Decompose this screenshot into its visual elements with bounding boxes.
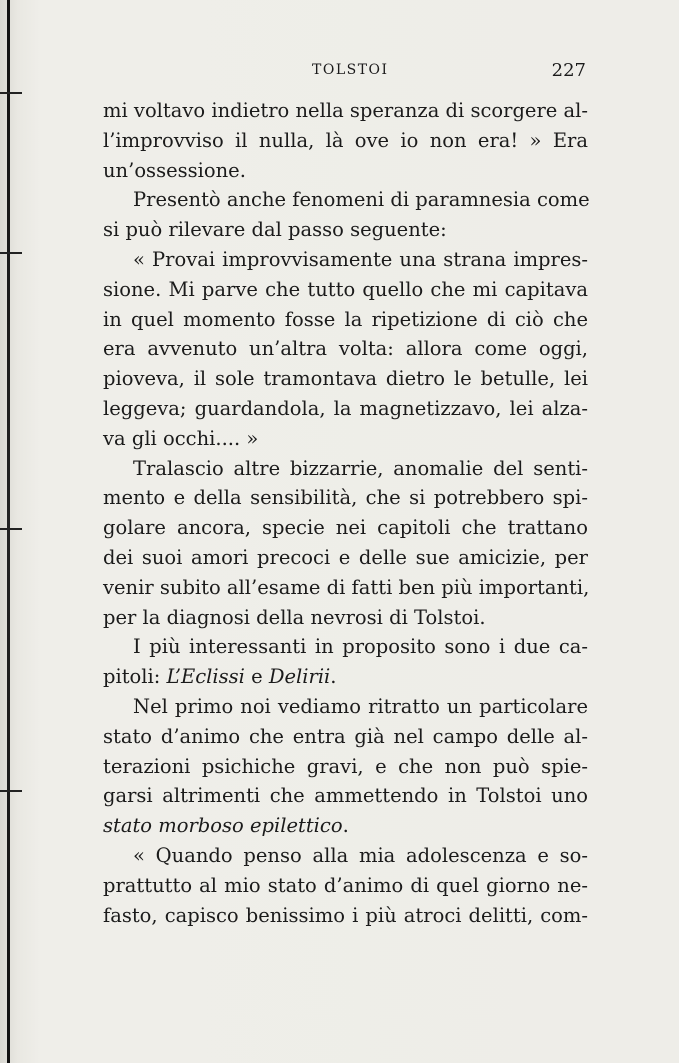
text-line: mi voltavo indietro nella speranza di scorgere al- [103,99,588,122]
text-line: venir subito all’esame di fatti ben più importanti, [103,575,590,599]
text-segment: e [244,665,269,689]
text-line [103,811,588,841]
italic-text: L’Eclissi [166,665,245,689]
running-title: TOLSTOI [312,62,389,78]
text-line: era avvenuto un’altra volta: allora come oggi, [103,337,588,361]
binding-mark [0,790,22,792]
text-line: Tralascio altre bizzarrie, anomalie del senti- [133,456,588,480]
text-line: sione. Mi parve che tutto quello che mi capitava [103,277,588,301]
text-line: Nel primo noi vediamo ritratto un particolare [133,694,588,718]
binding-mark [0,528,22,530]
text-line: in quel momento fosse la ripetizione di ciò che [103,307,588,331]
text-line: garsi altrimenti che ammettendo in Tolstoi uno [103,784,588,808]
text-line: « Provai improvvisamente una strana impres- [133,247,588,271]
text-line: l’improvviso il nulla, là ove io non era! » Era [103,128,588,152]
page-number: 227 [551,60,586,81]
text-segment: . [330,665,337,689]
text-line: per la diagnosi della nevrosi di Tolstoi. [103,605,486,629]
italic-text: Delirii [268,665,331,689]
text-line: « Quando penso alla mia adolescenza e so- [133,843,588,867]
text-line [103,662,588,692]
text-line: un’ossessione. [103,158,246,182]
text-line: fasto, capisco benissimo i più atroci delitti, com- [103,903,588,927]
body-text [103,96,588,930]
page-binding-edge [7,0,10,1063]
text-line: va gli occhi.... » [103,426,259,450]
text-line: stato d’animo che entra già nel campo delle al- [103,724,588,748]
text-line: Presentò anche fenomeni di paramnesia come [133,188,590,212]
text-line: I più interessanti in proposito sono i due ca- [133,635,588,659]
text-line: prattutto al mio stato d’animo di quel giorno ne- [103,873,588,897]
text-line: dei suoi amori precoci e delle sue amicizie, per [103,545,588,569]
text-line: terazioni psichiche gravi, e che non può spie- [103,754,588,778]
text-line: mento e della sensibilità, che si potrebbero spi- [103,486,588,510]
text-line: si può rilevare dal passo seguente: [103,218,447,242]
italic-text: stato morboso epilettico [103,814,343,838]
text-segment: . [342,814,349,838]
binding-mark [0,92,22,94]
text-line: pioveva, il sole tramontava dietro le betulle, lei [103,367,588,391]
text-segment: pitoli: [103,665,167,689]
text-line: golare ancora, specie nei capitoli che trattano [103,516,588,540]
text-line: leggeva; guardandola, la magnetizzavo, lei alza- [103,396,588,420]
binding-mark [0,252,22,254]
running-head [100,60,586,84]
